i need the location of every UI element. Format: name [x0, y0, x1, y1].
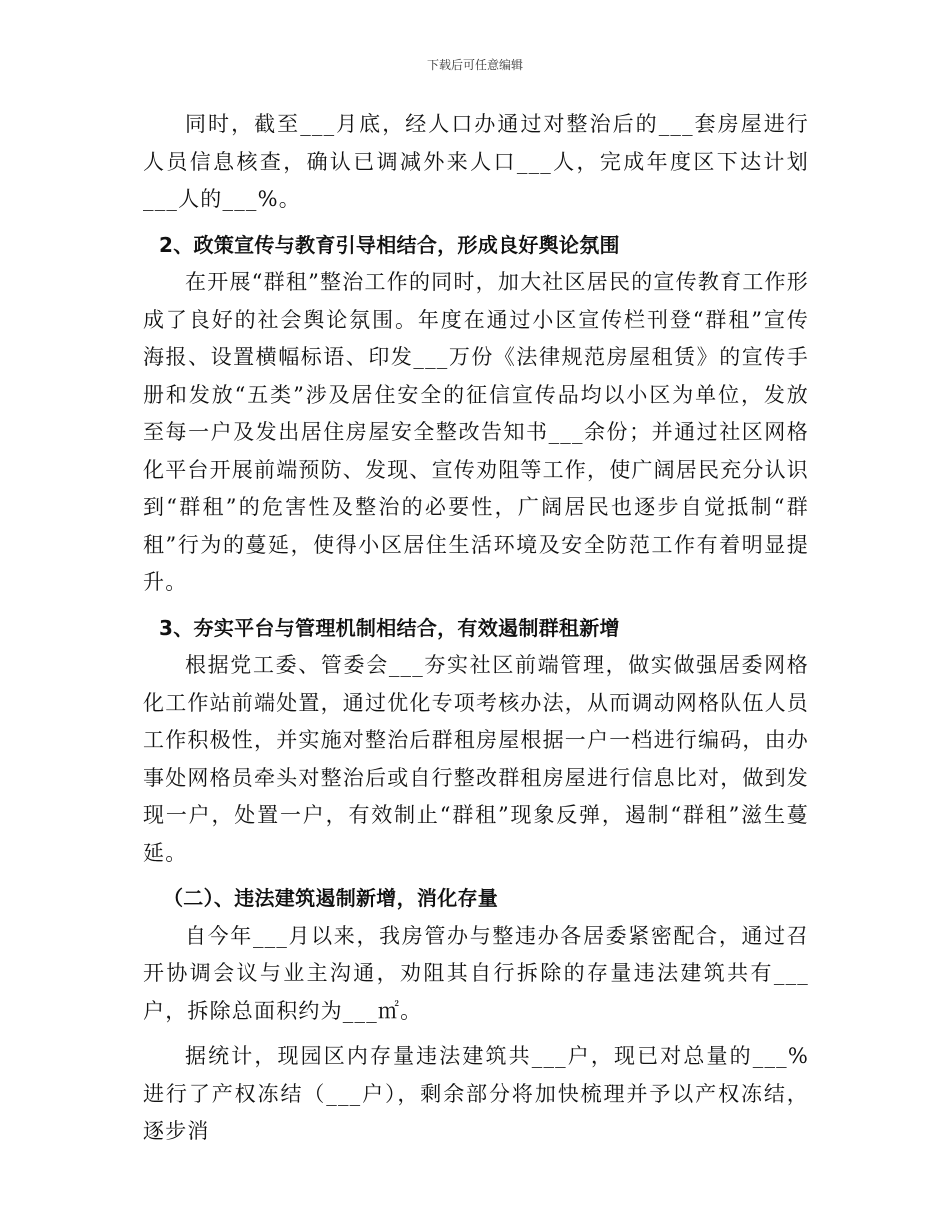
paragraph-population-check: 同时，截至___月底，经人口办通过对整治后的___套房屋进行人员信息核查，确认已调减外来人口___人，完成年度区下达计划___人的___%。	[143, 112, 809, 211]
document-body	[143, 106, 809, 1151]
heading-platform-mechanism: 3、夯实平台与管理机制相结合，有效遏制群租新增	[159, 615, 620, 640]
paragraph-publicity-education: 在开展“群租”整治工作的同时，加大社区居民的宣传教育工作形成了良好的社会舆论氛围。年度在通过小区宣传栏刊登“群租”宣传海报、设置横幅标语、印发___万份《法律规范房屋租赁》的宣传手册和发放“五类”涉及居住安全的征信宣传品均以小区为单位，发放至每一户及发出居住房屋安全整改告知书___余份；并通过社区网格化平台开展前端预防、发现、宣传劝阻等工作，使广阔居民充分认识到“群租”的危害性及整治的必要性，广阔居民也逐步自觉抵制“群租”行为的蔓延，使得小区居住生活环境及安全防范工作有着明显提升。	[143, 270, 809, 594]
paragraph-demolition: 自今年___月以来，我房管办与整违办各居委紧密配合，通过召开协调会议与业主沟通，劝阻其自行拆除的存量违法建筑共有___户，拆除总面积约为___㎡。	[143, 923, 809, 1023]
paragraph-grid-management: 根据党工委、管委会___夯实社区前端管理，做实做强居委网格化工作站前端处置，通过优化专项考核办法，从而调动网格队伍人员工作积极性，并实施对整治后群租房屋根据一户一档进行编码，由办事处网格员牵头对整治后或自行整改群租房屋进行信息比对，做到发现一户，处置一户，有效制止“群租”现象反弹，遏制“群租”滋生蔓延。	[143, 653, 809, 865]
heading-policy-publicity: 2、政策宣传与教育引导相结合，形成良好舆论氛围	[159, 232, 620, 257]
page-header: 下载后可任意编辑	[426, 58, 523, 72]
paragraph-statistics: 据统计，现园区内存量违法建筑共___户，现已对总量的___%进行了产权冻结（___户），剩余部分将加快梳理并予以产权冻结，逐步消	[143, 1044, 809, 1143]
heading-illegal-buildings: （二）、违法建筑遏制新增，消化存量	[163, 886, 499, 910]
